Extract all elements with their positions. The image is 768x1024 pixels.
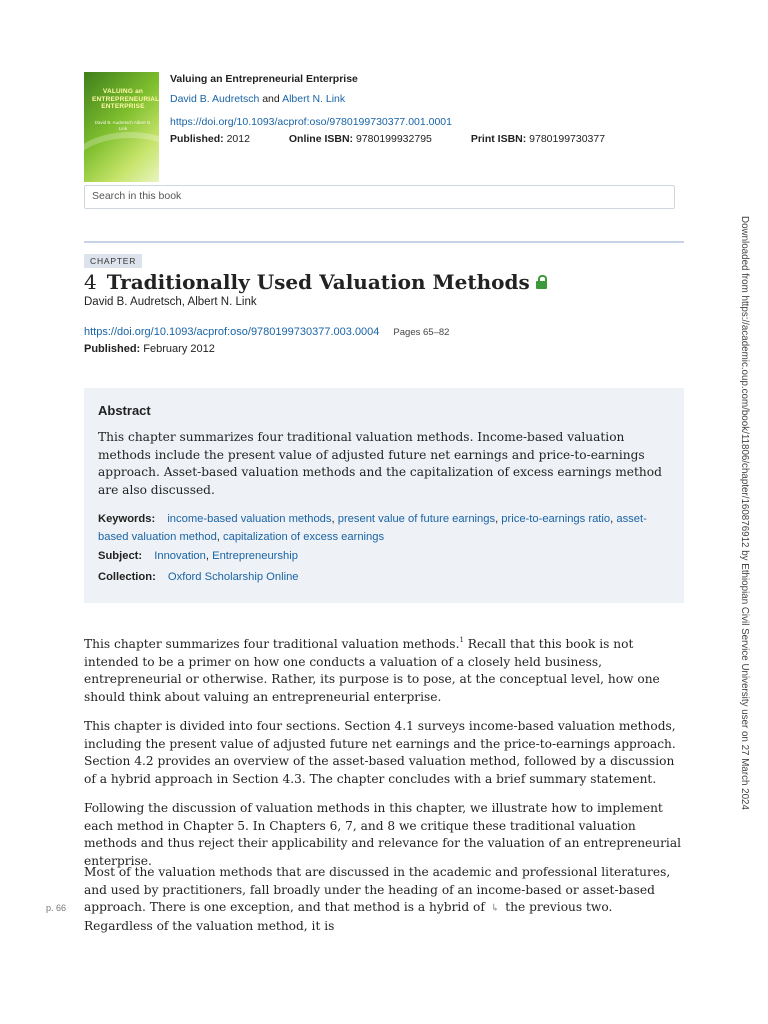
and-text: and <box>262 93 280 105</box>
chapter-published-date: February 2012 <box>143 343 215 355</box>
subject-link[interactable]: Entrepreneurship <box>212 550 298 562</box>
author-link[interactable]: David B. Audretsch <box>170 93 260 105</box>
keyword-link[interactable]: income-based valuation methods <box>167 513 332 525</box>
book-authors <box>170 93 345 105</box>
cover-title: VALUING an ENTREPRENEURIAL ENTERPRISE <box>92 88 159 110</box>
book-title[interactable]: Valuing an Entrepreneurial Enterprise <box>170 73 358 85</box>
body-paragraph: Following the discussion of valuation methods in this chapter, we illustrate how to implement each method in Chapter 5. In Chapters 6, 7, and 8 we critique these traditional valuation methods and thus reject their applicability and relevance for the valuation of an entrepreneurial enterprise. <box>84 801 681 869</box>
page-marker: p. 66 <box>46 903 67 913</box>
published-label: Published: <box>170 133 224 145</box>
subject-label: Subject: <box>98 550 143 562</box>
keyword-link[interactable]: asset-based valuation method <box>98 513 647 543</box>
open-access-lock-icon <box>536 275 547 290</box>
keyword-link[interactable]: price-to-earnings ratio <box>501 513 611 525</box>
published-year: 2012 <box>226 133 250 145</box>
print-isbn-label: Print ISBN: <box>470 133 527 145</box>
abstract-box <box>84 388 684 603</box>
body-paragraph: This chapter is divided into four sections. Section 4.1 surveys income-based valuation methods, including the present value of adjusted future net earnings and the price-to-earnings approach. Section 4.2 provides an overview of the asset-based valuation method, followed by a discussion of a hybrid approach in Section 4.3. The chapter concludes with a brief summary statement. <box>84 719 676 787</box>
chapter-title-text: Traditionally Used Valuation Methods <box>106 270 530 294</box>
chapter-pages: Pages 65–82 <box>393 327 450 338</box>
book-publication-info <box>170 133 605 145</box>
page-break-icon: ↳ <box>490 903 500 915</box>
download-note: Downloaded from https://academic.oup.com/book/11806/chapter/160876912 by Ethiopian Civil Service University user on 27 March 2024 <box>739 216 750 810</box>
chapter-doi-link[interactable]: https://doi.org/10.1093/acprof:oso/9780199730377.003.0004 <box>84 326 380 338</box>
cover-decoration <box>84 132 159 182</box>
body-paragraph <box>84 636 684 707</box>
chapter-badge: CHAPTER <box>84 254 142 268</box>
author-link[interactable]: Albert N. Link <box>282 93 346 105</box>
chapter-doi-row <box>84 326 449 338</box>
footnote-ref[interactable]: 1 <box>459 636 464 644</box>
book-cover[interactable] <box>84 72 159 182</box>
collection-link[interactable]: Oxford Scholarship Online <box>167 571 299 583</box>
subject-row: Subject: Innovation, Entrepreneurship <box>98 550 298 562</box>
download-watermark <box>736 216 750 816</box>
abstract-text: This chapter summarizes four traditional valuation methods. Income-based valuation methods include the present value of adjusted future net earnings and price-to-earnings approach. Asset-based valuation methods and the capitalization of excess earnings method are also discussed. <box>98 430 662 498</box>
paragraph-text: This chapter summarizes four traditional valuation methods. <box>84 637 460 651</box>
print-isbn: 9780199730377 <box>529 133 606 145</box>
chapter-published-label: Published: <box>84 343 141 355</box>
book-doi <box>170 116 452 128</box>
collection-row <box>98 571 299 583</box>
keywords-label: Keywords: <box>98 513 156 525</box>
paragraph-text: Recall that this book is not intended to be a primer on how one conducts a valuation of a closely held business, entrepreneurial or otherwise. Rather, its purpose is to pose, at the conceptual level, how one should think about valuing an entrepreneurial enterprise. <box>84 637 660 705</box>
online-isbn: 9780199932795 <box>355 133 432 145</box>
keywords-row: Keywords: income-based valuation methods, present value of future earnings, price-to-earnings ratio, asset-based valuation method, capitalization of excess earnings <box>98 513 647 543</box>
book-doi-link[interactable]: https://doi.org/10.1093/acprof:oso/9780199730377.001.0001 <box>170 116 452 128</box>
keyword-link[interactable]: capitalization of excess earnings <box>223 531 385 543</box>
cover-authors: David B. Audretsch Albert N. Link <box>94 120 152 131</box>
paragraph-text: Most of the valuation methods that are discussed in the academic and professional literatures, and used by practitioners, fall broadly under the heading of an income-based or asset-based approach. There is one exception, and that method is a hybrid of <box>84 865 671 915</box>
chapter-published <box>84 343 215 355</box>
chapter-authors: David B. Audretsch, Albert N. Link <box>84 296 257 308</box>
abstract-heading: Abstract <box>98 403 151 418</box>
chapter-number: 4 <box>84 270 97 294</box>
body-paragraph <box>84 864 684 936</box>
paragraph-text: the previous two. Regardless of the valuation method, it is <box>84 900 613 934</box>
keyword-link[interactable]: present value of future earnings <box>337 513 496 525</box>
divider <box>84 241 684 243</box>
collection-label: Collection: <box>98 571 156 583</box>
chapter-title <box>84 270 547 294</box>
online-isbn-label: Online ISBN: <box>288 133 354 145</box>
search-in-book-input[interactable]: Search in this book <box>84 185 675 209</box>
subject-link[interactable]: Innovation <box>154 550 206 562</box>
